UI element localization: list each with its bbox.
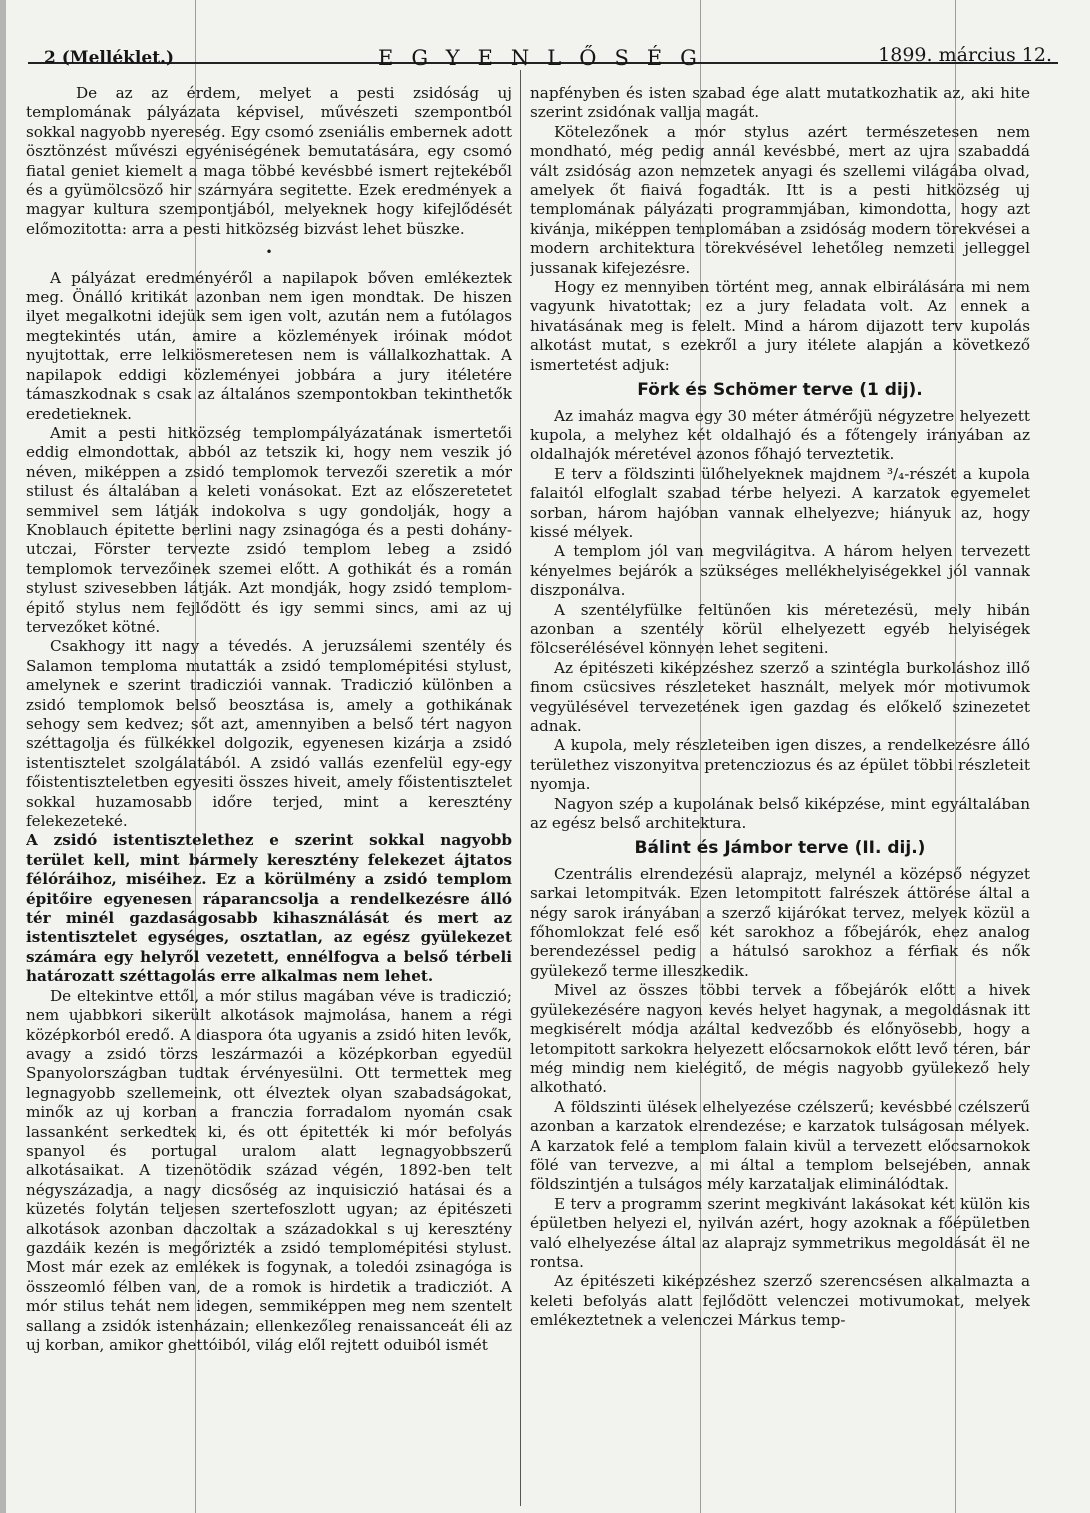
paragraph: Az épitészeti kiképzéshez szerző szerencsésen alkalmazta a keleti befolyás alatt fejlődött velenczei motivumokat, melyek emlékeztetnek a velenczei Márkus temp- (530, 1272, 1030, 1330)
paragraph: Csakhogy itt nagy a tévedés. A jeruzsálemi szentély és Salamon temploma mutatták a zsidó templomépitési stylust, amelynek e szerint tradicziói vannak. Tradiczió különben a zsidó templomok belső beosztása is, amely a gothikának sehogy sem kedvez; sőt azt, amennyiben a belső tért nagyon széttagolja és fülkékkel dolgozik, egyenesen kizárja a zsidó istentisztelet szolgálatából. A zsidó vallás ezenfelül egy-egy főistentiszteletben egyesiti összes hiveit, amely főistentisztelet sokkal huzamosabb időre terjed, mint a keresztény felekezeteké. (26, 637, 512, 831)
paragraph: A kupola, mely részleteiben igen diszes, a rendelkezésre álló területhez viszonyitva pretencziozus és az épület többi részleteit nyomja. (530, 736, 1030, 794)
right-column (530, 84, 1030, 1504)
paragraph: E terv a földszinti ülőhelyeknek majdnem ³/₄-részét a kupola falaitól elfoglalt szabad térbe helyezi. A karzatok egyemelet sorban, három hajóban vannak elhelyezve; hiányuk az, hogy kissé mélyek. (530, 464, 1030, 541)
section-heading: Förk és Schömer terve (1 dij). (637, 380, 923, 401)
paragraph: napfényben és isten szabad ége alatt mutatkozhatik az, aki hite szerint zsidónak vallja magát. (530, 84, 1030, 122)
paragraph: A zsidó istentisztelethez e szerint sokkal nagyobb terület kell, mint bármely keresztény felekezet ájtatos félóráihoz, miséihez. Ez a körülmény a zsidó templom épitőire egyenesen ráparancsolja a rendelkezésre álló tér minél gazdaságosabb kihasználását és mert az istentisztelet egységes, osztatlan, az egész gyülekezet számára egy helyről vezetett, ennélfogva a belső térbeli határozatt széttagolás erre alkalmas nem lehet. (26, 831, 512, 986)
paragraph: De az az érdem, melyet a pesti zsidóság uj templomának pályázata képvisel, művészeti szempontból sokkal nagyobb nyereség. Egy csomó zseniális embernek adott ösztönzést művészi egyéniségének bemutatására, egy csomó fiatal geniet kiemelt a maga többé kevésbbé ismert rejtekéből és a gyümölcsöző hir szárnyára segitette. Ezek eredmények a magyar kultura szempontjából, melyeknek hogy kifejlődését előmozitotta: arra a pesti hitközség bizvást lehet büszke. (26, 84, 512, 238)
paragraph: De eltekintve ettől, a mór stilus magában véve is tradiczió; nem ujabbkori sikerült alkotások majmolása, hanem a régi középkorból eredő. A diaspora óta ugyanis a zsidó hiten levők, avagy a zsidó törzs leszármazói a középkorban egyedül Spanyolországban tudtak érvényesülni. Ott termettek meg legnagyobb szellemeink, ott élveztek olyan szabadságokat, minők az uj korban a franczia forradalom nyomán csak lassanként serkedtek ki, és ott épitették ki mór befolyás spanyol és portugal uralom alatt legnagyobbszerű alkotásaikat. A tizenötödik század végén, 1892-ben telt négyszázadja, a nagy dicsőség az inquisiczió hatásai és a küzetés folytán teljesen szertefoszlott ugyan; az épitészeti alkotások azonban daczoltak a századokkal s uj keresztény gazdáik kezén is megőrizték a zsidó templomépitési stylust. Most már ezek az emlékek is fogynak, a toledói zsinagóga is összeomló félben van, de a romok is hirdetik a tradicziót. A mór stilus tehát nem idegen, semmiképpen meg nem szentelt sallang a zsidók istenházain; ellenkezőleg renaissanceát éli az uj korban, amikor ghettóiból, világ elől rejtett oduiból ismét (26, 986, 512, 1354)
issue-date: 1899. március 12. (878, 44, 1052, 66)
section-separator: • (265, 245, 273, 260)
masthead-title: EGYENLŐSÉG (378, 46, 715, 70)
section-heading: Bálint és Jámbor terve (II. dij.) (634, 838, 926, 859)
paragraph: Amit a pesti hitközség templompályázatának ismertetői eddig elmondottak, abból az tetszik ki, hogy nem veszik jó néven, miképpen a zsidó templomok tervezői szeretik a mór stilust és általában a keleti vonásokat. Ezt az előszeretetet semmivel sem látják indokolva s ugy gondolják, hogy a Knoblauch épitette berlini nagy zsinagóga és a pesti dohány-utczai, Förster tervezte zsidó templom lebeg a zsidó templomok tervezőinek szemei előtt. A gothikát és a román stylust szivesebben látják. Azt mondják, hogy zsidó templom-épitő stylus nem fejlődött és igy semmi sincs, ami az uj tervezőket kötné. (26, 423, 512, 636)
paragraph: A szentélyfülke feltünően kis méretezésü, mely hibán azonban a szentély körül elhelyezett egyéb helyiségek fölcserélésével könnyen lehet segiteni. (530, 600, 1030, 658)
paragraph: Kötelezőnek a mór stylus azért természetesen nem mondható, még pedig annál kevésbbé, mert az ujra szabaddá vált zsidóság azon nemzetek anyagi és szellemi világába olvad, amelyek őt fiaivá fogadták. Itt is a pesti hitközség uj templomának pályázati programmjában, kimondotta, hogy azt kivánja, miképpen templomában a zsidóság modern törekvései a modern architektura törekvésével lehetőleg nemzeti jelleggel jussanak kifejezésre. (530, 122, 1030, 277)
left-column (26, 84, 512, 1504)
paragraph: A földszinti ülések elhelyezése czélszerű; kevésbbé czélszerű azonban a karzatok elrendezése; e karzatok tulságosan mélyek. A karzatok felé a templom falain kivül a tervezett előcsarnokok fölé van tervezve, a mi által a templom belsejében, annak földszintjén a tulságos mély karzataljak eliminálódtak. (530, 1097, 1030, 1194)
paragraph: Hogy ez mennyiben történt meg, annak elbirálására mi nem vagyunk hivatottak; ez a jury feladata volt. Az ennek a hivatásának meg is felelt. Mind a három dijazott terv kupolás alkotást mutat, s ezekről a jury itélete alapján a következő ismertetést adjuk: (530, 278, 1030, 374)
paragraph: A templom jól van megvilágitva. A három helyen tervezett kényelmes bejárók a szükséges mellékhelyiségekkel jól vannak diszponálva. (530, 542, 1030, 600)
scan-edge-shadow (0, 0, 6, 1513)
paragraph: Nagyon szép a kupolának belső kiképzése, mint egyáltalában az egész belső architektura. (530, 794, 1030, 833)
paragraph: Az imaház magva egy 30 méter átmérőjü négyzetre helyezett kupola, a melyhez két oldalhajó és a főtengely irányában az oldalhajók méretével azonos főhajó terveztetik. (530, 406, 1030, 464)
paragraph: A pályázat eredményéről a napilapok bőven emlékeztek meg. Önálló kritikát azonban nem igen mondtak. De hiszen ilyet megalkotni idejük sem igen volt, azután nem a futólagos megtekintés után, amire a közlemények iróinak módot nyujtottak, erre lelkiösmeretesen nem is vállalkozhattak. A napilapok eddigi közleményei jobbára a jury itéletére támaszkodnak s csak az általános szempontokban tekinthetők eredetieknek. (26, 268, 512, 423)
paragraph: Mivel az összes többi tervek a főbejárók előtt a hivek gyülekezésére nagyon kevés helyet hagynak, a megoldásnak itt megkisérelt módja azáltal kedvezőbb és előnyösebb, hogy a letompitott sarkokra helyezett előcsarnokok előtt levő téren, bár még mindig nem kielégitő, de mégis nagyobb gyülekező hely alkotható. (530, 981, 1030, 1097)
paragraph: E terv a programm szerint megkivánt lakásokat két külön kis épületben helyezi el, nyilván azért, hogy azoknak a főépületben való elhelyezése által az alaprajz symmetrikus megoldását ël ne rontsa. (530, 1194, 1030, 1271)
paragraph: Czentrális elrendezésü alaprajz, melynél a középső négyzet sarkai letompitvák. Ezen letompitott falrészek áttörése által a négy sarok irányában a szerző kijárókat tervez, melyek közül a főhomlokzat felé eső két sarokhoz a főbejárók, ehez analog berendezéssel pedig a hátulsó sarokhoz a férfiak és nők gyülekező terme illeszkedik. (530, 864, 1030, 980)
paragraph: Az épitészeti kiképzéshez szerző a szintégla burkoláshoz illő finom csücsives részleteket használt, melyek mór motivumok vegyülésével tervezetének igen gazdag és előkelő szinezetet adnak. (530, 658, 1030, 735)
page-header (28, 22, 1058, 70)
column-divider (520, 70, 521, 1506)
page-label: 2 (Melléklet.) (44, 48, 175, 68)
